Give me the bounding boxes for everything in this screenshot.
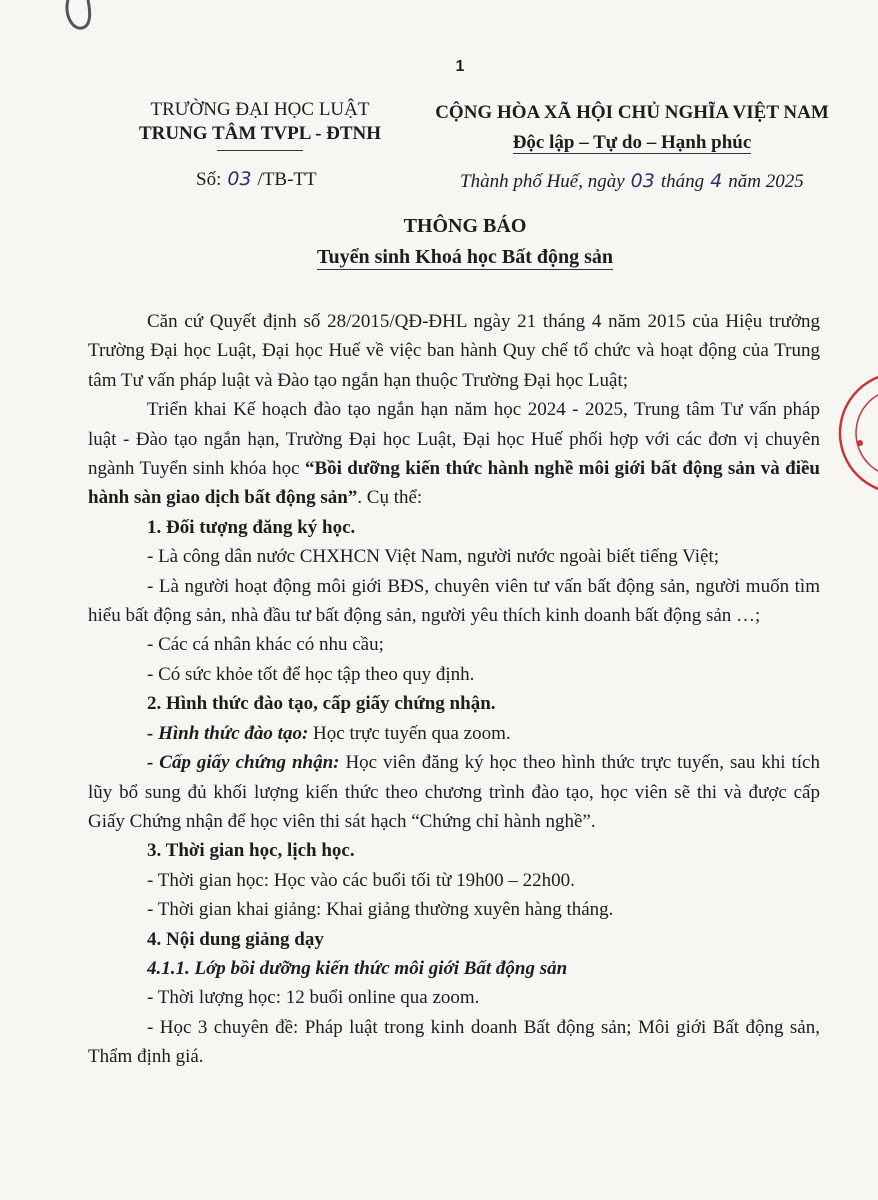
section-4-subtitle: 4.1.1. Lớp bồi dưỡng kiến thức môi giới Bất động sản: [147, 957, 568, 979]
university-name: TRƯỜNG ĐẠI HỌC LUẬT: [150, 99, 370, 120]
paragraph-plan: Triển khai Kế hoạch đào tạo ngắn hạn năm học 2024 - 2025, Trung tâm Tư vấn pháp luật - Đào tạo ngắn hạn, Trường Đại học Luật, Đại học Huế phối hợp với các đơn vị chuyên ngành Tuyển sinh khóa học “Bồi dưỡng kiến thức hành nghề môi giới bất động sản và điều hành sàn giao dịch bất động sản”. Cụ thể:: [88, 399, 820, 509]
document-subtitle: Tuyển sinh Khoá học Bất động sản: [316, 246, 614, 268]
handwritten-day: 03: [630, 170, 655, 192]
issue-date: Thành phố Huế, ngày 03 tháng 4 năm 2025: [460, 170, 804, 192]
document-title: THÔNG BÁO: [403, 215, 527, 237]
section-2-title: 2. Hình thức đào tạo, cấp giấy chứng nhận.: [147, 693, 496, 715]
document-number: Số: 03 /TB-TT: [196, 168, 317, 190]
section-1-title: 1. Đối tượng đăng ký học.: [147, 516, 356, 538]
list-item: - Là công dân nước CHXHCN Việt Nam, người nước ngoài biết tiếng Việt;: [147, 546, 720, 568]
list-item: - Các cá nhân khác có nhu cầu;: [147, 634, 384, 656]
national-header: [412, 98, 852, 158]
list-item: - Thời lượng học: 12 buổi online qua zoom.: [147, 987, 480, 1009]
list-item: - Cấp giấy chứng nhận: Học viên đăng ký học theo hình thức trực tuyến, sau khi tích lũy bổ sung đủ khối lượng kiến thức theo chương trình đào tạo, học viên sẽ thi và được cấp Giấy Chứng nhận để học viên thi sát hạch “Chứng chỉ hành nghề”.: [88, 752, 820, 832]
nation-name: CỘNG HÒA XÃ HỘI CHỦ NGHĨA VIỆT NAM: [435, 102, 829, 123]
document-body: [88, 307, 820, 1072]
list-item: - Thời gian học: Học vào các buổi tối từ 19h00 – 22h00.: [147, 869, 575, 891]
list-item: - Học 3 chuyên đề: Pháp luật trong kinh doanh Bất động sản; Môi giới Bất động sản, Thẩm định giá.: [88, 1016, 820, 1068]
handwritten-month: 4: [710, 170, 723, 192]
list-item: - Là người hoạt động môi giới BĐS, chuyên viên tư vấn bất động sản, người muốn tìm hiểu bất động sản, nhà đầu tư bất động sản, người yêu thích kinh doanh bất động sản …;: [88, 575, 820, 627]
section-4-title: 4. Nội dung giảng dạy: [147, 928, 324, 950]
red-seal-stamp-icon: [830, 368, 878, 498]
section-3-title: 3. Thời gian học, lịch học.: [147, 840, 355, 862]
list-item: - Thời gian khai giảng: Khai giảng thường xuyên hàng tháng.: [147, 899, 614, 921]
national-motto: Độc lập – Tự do – Hạnh phúc: [512, 132, 752, 153]
list-item: - Có sức khỏe tốt để học tập theo quy định.: [147, 663, 475, 685]
staple-mark-icon: [58, 0, 108, 40]
paragraph-legal-basis: Căn cứ Quyết định số 28/2015/QĐ-ĐHL ngày 21 tháng 4 năm 2015 của Hiệu trưởng Trường Đại học Luật, Đại học Huế về việc ban hành Quy chế tổ chức và hoạt động của Trung tâm Tư vấn pháp luật và Đào tạo ngắn hạn thuộc Trường Đại học Luật;: [88, 311, 820, 391]
header-divider: [217, 150, 303, 151]
handwritten-number: 03: [227, 168, 252, 190]
center-name: TRUNG TÂM TVPL - ĐTNH: [138, 123, 382, 144]
page-number: 1: [455, 58, 465, 75]
issuer-header: [120, 98, 400, 151]
list-item: - Hình thức đào tạo: Học trực tuyến qua zoom.: [147, 722, 511, 744]
